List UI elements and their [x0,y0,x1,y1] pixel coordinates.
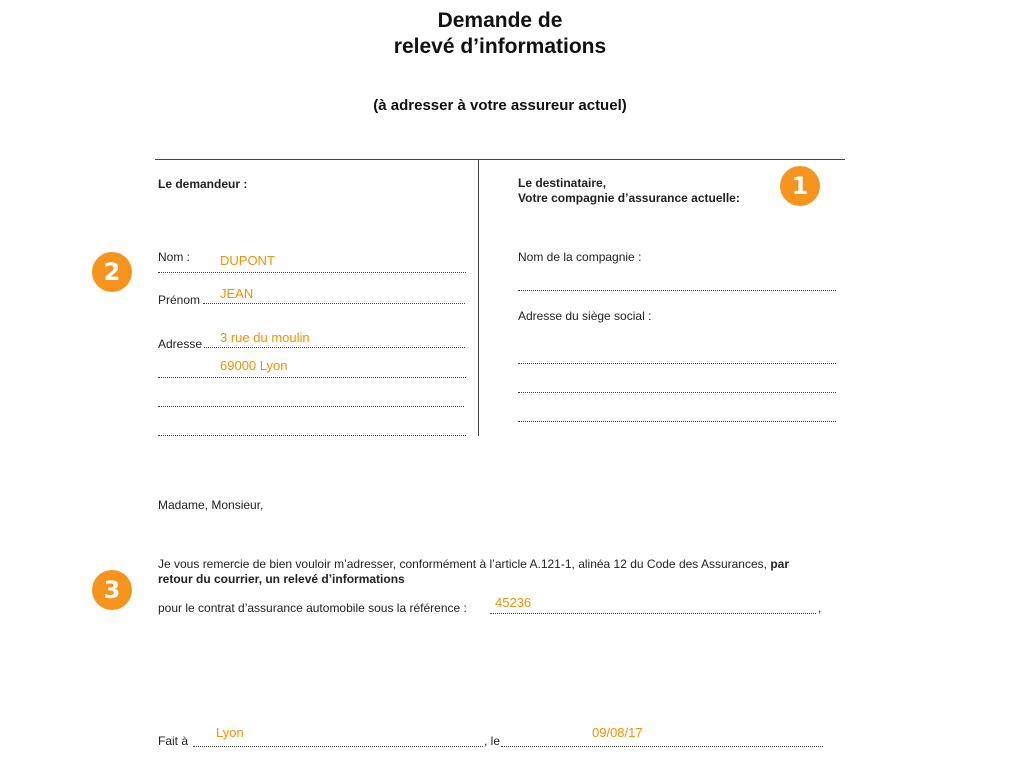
nom-label: Nom : [158,250,191,264]
prenom-value[interactable]: JEAN [220,286,254,301]
step-badge-2: 2 [92,252,132,292]
adresse-line2-value[interactable]: 69000 Lyon [220,358,288,373]
company-label: Nom de la compagnie : [518,250,642,264]
nom-dotted-line [158,272,466,273]
adresse-dotted-line-4 [158,435,466,436]
company-dotted-line[interactable] [518,290,836,291]
siege-dotted-line-3[interactable] [518,421,836,422]
document-subtitle: (à adresser à votre assureur actuel) [373,97,627,114]
nom-value[interactable]: DUPONT [220,253,275,268]
fait-dotted-line [193,746,483,747]
letter-body-line1-text: Je vous remercie de bien vouloir m’adresser, conformément à l’article A.121-1, alinéa 12 du Code des Assurances, [158,557,771,571]
step-badge-1: 1 [780,166,820,206]
fait-value[interactable]: Lyon [216,725,244,740]
adresse-dotted-line-2 [158,377,466,378]
reference-end: , [818,601,822,615]
letter-body-line2: retour du courrier, un relevé d’informations [158,572,405,586]
header-divider [155,159,845,160]
le-label: , le [484,734,501,748]
reference-value[interactable]: 45236 [495,595,532,610]
prenom-dotted-line [203,303,465,304]
siege-dotted-line-2[interactable] [518,392,836,393]
prenom-label: Prénom [158,293,201,307]
requester-heading: Le demandeur : [158,177,248,191]
step-badge-3: 3 [92,570,132,610]
adresse-dotted-line-1 [204,347,465,348]
reference-label: pour le contrat d’assurance automobile sous la référence : [158,601,467,615]
fait-label: Fait à [158,734,189,748]
letter-body-line1-bold: par [770,557,790,571]
letter-body-line1 [158,557,848,572]
adresse-dotted-line-3 [158,406,464,407]
siege-address-label: Adresse du siège social : [518,309,652,323]
reference-dotted-line [490,613,816,614]
document-title-line1: Demande de [437,9,563,32]
adresse-line1-value[interactable]: 3 rue du moulin [220,330,310,345]
siege-dotted-line-1[interactable] [518,363,836,364]
document-title-line2: relevé d’informations [393,35,607,58]
letter-greeting: Madame, Monsieur, [158,498,264,512]
column-divider [478,160,479,436]
recipient-heading-line2: Votre compagnie d’assurance actuelle: [518,191,740,205]
adresse-label: Adresse [158,337,203,351]
recipient-heading-line1: Le destinataire, [518,176,607,190]
date-value[interactable]: 09/08/17 [592,725,643,740]
date-dotted-line [501,746,823,747]
